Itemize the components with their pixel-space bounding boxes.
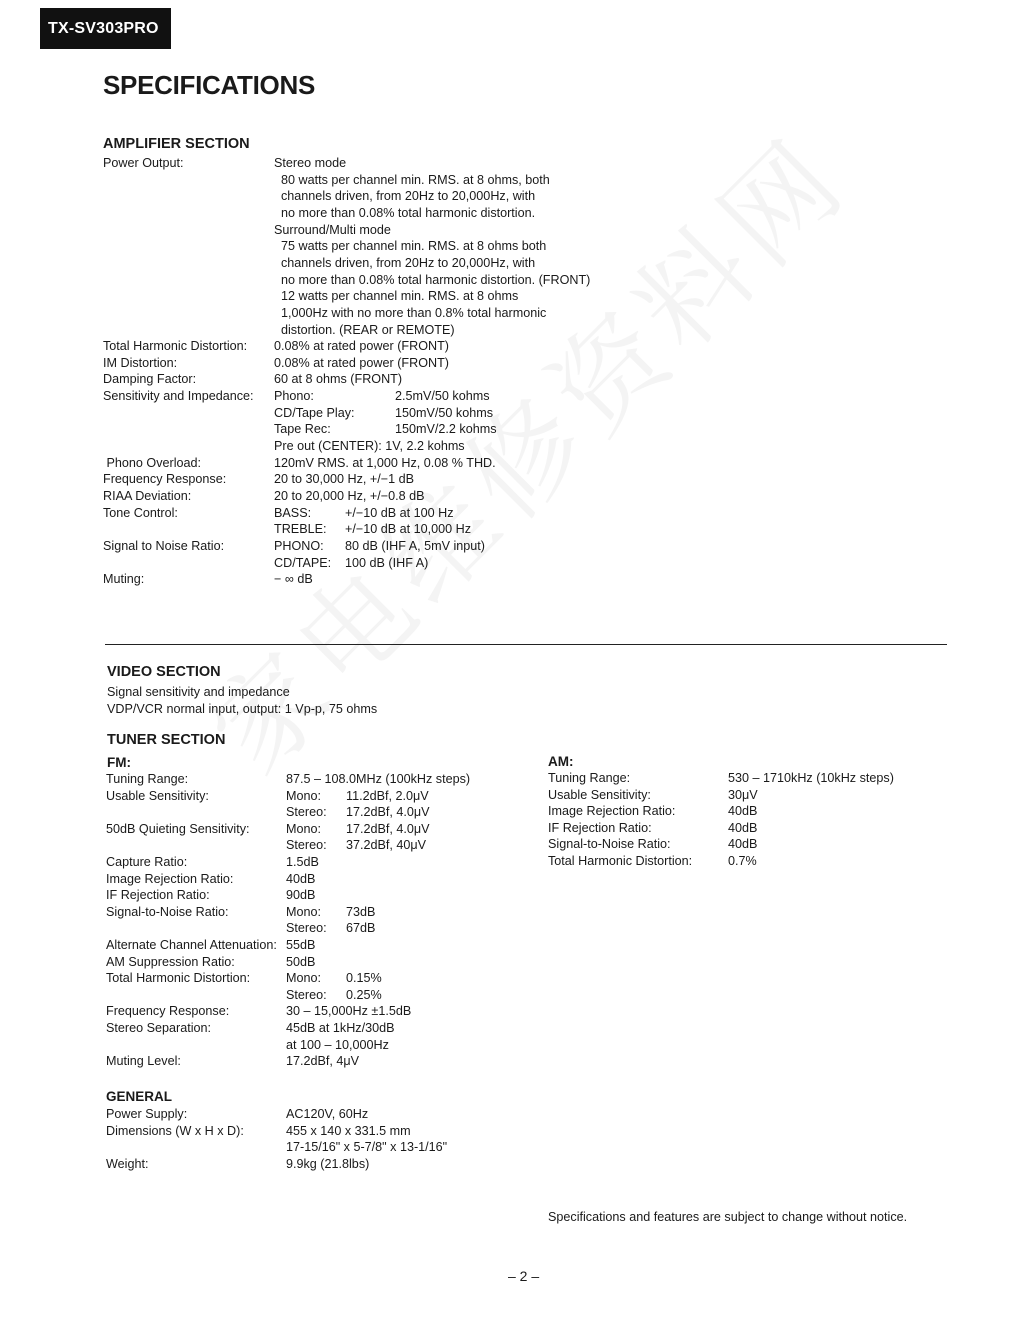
spec-value: no more than 0.08% total harmonic distortion. xyxy=(274,205,536,220)
spec-value: 530 – 1710kHz (10kHz steps) xyxy=(728,771,894,785)
spec-value-detail: 0.25% xyxy=(346,987,382,1002)
spec-label: Damping Factor: xyxy=(103,372,197,387)
spec-label: Tuning Range: xyxy=(106,772,189,786)
spec-value-detail: 11.2dBf, 2.0μV xyxy=(346,788,429,803)
spec-value-detail: 150mV/50 kohms xyxy=(395,405,494,420)
spec-value: 50dB xyxy=(286,954,316,969)
spec-value: PHONO: xyxy=(274,538,324,553)
spec-value: 17.2dBf, 4μV xyxy=(286,1054,360,1069)
spec-label: Total Harmonic Distortion: xyxy=(548,854,693,868)
spec-value-detail: 100 dB (IHF A) xyxy=(345,555,429,570)
spec-value: 12 watts per channel min. RMS. at 8 ohms xyxy=(274,289,519,304)
spec-label: Signal-to-Noise Ratio: xyxy=(106,904,229,919)
spec-label: Usable Sensitivity: xyxy=(548,787,651,802)
video-line: VDP/VCR normal input, output: 1 Vp-p, 75 ohms xyxy=(107,702,378,716)
spec-label: IM Distortion: xyxy=(103,355,178,370)
spec-value: − ∞ dB xyxy=(274,572,313,587)
spec-label: Alternate Channel Attenuation: xyxy=(106,938,277,952)
spec-value-detail: 17.2dBf, 4.0μV xyxy=(346,805,430,820)
spec-value: Stereo: xyxy=(286,921,327,936)
spec-value: 120mV RMS. at 1,000 Hz, 0.08 % THD. xyxy=(274,455,496,470)
spec-value: Surround/Multi mode xyxy=(274,222,391,237)
spec-value: TREBLE: xyxy=(274,522,327,537)
spec-value-detail: 150mV/2.2 kohms xyxy=(395,422,497,437)
spec-value: 1.5dB xyxy=(286,855,319,869)
spec-value: Stereo: xyxy=(286,805,327,820)
spec-label: Weight: xyxy=(106,1156,149,1171)
video-heading: VIDEO SECTION xyxy=(107,664,221,680)
page-number: – 2 – xyxy=(508,1268,540,1284)
spec-value: Mono: xyxy=(286,788,322,803)
spec-value: Mono: xyxy=(286,821,322,836)
spec-label: Signal to Noise Ratio: xyxy=(103,538,225,553)
spec-value-detail: 0.15% xyxy=(346,971,382,986)
spec-label: Frequency Response: xyxy=(103,472,227,487)
spec-label: Phono Overload: xyxy=(103,455,202,470)
spec-value: AC120V, 60Hz xyxy=(286,1107,369,1121)
spec-label: Total Harmonic Distortion: xyxy=(106,971,251,986)
spec-value-detail: +/−10 dB at 10,000 Hz xyxy=(345,522,472,537)
spec-value-detail: 67dB xyxy=(346,921,376,936)
spec-value: distortion. (REAR or REMOTE) xyxy=(274,322,455,337)
spec-value: 60 at 8 ohms (FRONT) xyxy=(274,372,403,387)
spec-value: 0.7% xyxy=(728,854,757,868)
spec-value: 17-15/16" x 5-7/8" x 13-1/16" xyxy=(286,1140,448,1155)
spec-value: Mono: xyxy=(286,971,322,986)
spec-value: CD/TAPE: xyxy=(274,555,332,570)
model-tag: TX-SV303PRO xyxy=(40,8,171,49)
spec-label: Capture Ratio: xyxy=(106,855,188,869)
page-title: SPECIFICATIONS xyxy=(103,70,316,100)
spec-value: channels driven, from 20Hz to 20,000Hz, with xyxy=(274,189,536,204)
spec-label: Signal-to-Noise Ratio: xyxy=(548,837,671,852)
spec-value-detail: +/−10 dB at 100 Hz xyxy=(345,505,454,520)
spec-value-detail: 80 dB (IHF A, 5mV input) xyxy=(345,538,485,553)
spec-value: 30 – 15,000Hz ±1.5dB xyxy=(286,1004,412,1019)
spec-value: Pre out (CENTER): 1V, 2.2 kohms xyxy=(274,439,465,454)
spec-value: at 100 – 10,000Hz xyxy=(286,1037,389,1052)
spec-label: IF Rejection Ratio: xyxy=(106,888,210,903)
spec-value: 40dB xyxy=(728,804,758,819)
spec-value: 0.08% at rated power (FRONT) xyxy=(274,339,449,354)
spec-label: Stereo Separation: xyxy=(106,1021,212,1035)
tuner-heading: TUNER SECTION xyxy=(107,732,226,748)
spec-value: 75 watts per channel min. RMS. at 8 ohms both xyxy=(274,239,547,254)
spec-label: Usable Sensitivity: xyxy=(106,788,209,803)
spec-label: Tuning Range: xyxy=(548,771,631,785)
spec-label: Image Rejection Ratio: xyxy=(548,804,676,819)
spec-label: Image Rejection Ratio: xyxy=(106,871,234,886)
video-line: Signal sensitivity and impedance xyxy=(107,685,290,699)
spec-value: CD/Tape Play: xyxy=(274,405,355,420)
spec-value: 90dB xyxy=(286,888,316,903)
spec-value: 9.9kg (21.8lbs) xyxy=(286,1156,370,1171)
spec-value: 455 x 140 x 331.5 mm xyxy=(286,1123,411,1138)
fm-heading: FM: xyxy=(107,755,131,770)
spec-label: Sensitivity and Impedance: xyxy=(103,389,254,404)
spec-label: AM Suppression Ratio: xyxy=(106,954,235,969)
spec-value: 40dB xyxy=(728,820,758,835)
spec-value: Mono: xyxy=(286,904,322,919)
spec-label: Muting Level: xyxy=(106,1054,181,1069)
spec-value: 20 to 30,000 Hz, +/−1 dB xyxy=(274,472,415,487)
spec-label: 50dB Quieting Sensitivity: xyxy=(106,821,250,836)
spec-value: 40dB xyxy=(728,837,758,852)
disclaimer-note: Specifications and features are subject to change without notice. xyxy=(548,1210,908,1224)
spec-value: 30μV xyxy=(728,787,758,802)
spec-label: Tone Control: xyxy=(103,505,178,520)
spec-value: 40dB xyxy=(286,871,316,886)
spec-label: Total Harmonic Distortion: xyxy=(103,339,248,354)
general-heading: GENERAL xyxy=(106,1089,173,1104)
amplifier-heading: AMPLIFIER SECTION xyxy=(103,136,250,152)
spec-value-detail: 73dB xyxy=(346,904,376,919)
spec-label: Frequency Response: xyxy=(106,1004,230,1019)
spec-value: Stereo mode xyxy=(274,156,347,170)
spec-label: IF Rejection Ratio: xyxy=(548,820,652,835)
spec-value: no more than 0.08% total harmonic distortion. (FRONT) xyxy=(274,272,591,287)
spec-value: BASS: xyxy=(274,505,312,520)
spec-value: 0.08% at rated power (FRONT) xyxy=(274,355,449,370)
spec-value: 20 to 20,000 Hz, +/−0.8 dB xyxy=(274,489,425,503)
spec-value: 87.5 – 108.0MHz (100kHz steps) xyxy=(286,772,471,786)
spec-label: RIAA Deviation: xyxy=(103,489,192,503)
spec-value-detail: 2.5mV/50 kohms xyxy=(395,389,490,404)
spec-label: Muting: xyxy=(103,572,145,587)
spec-value: Tape Rec: xyxy=(274,422,331,437)
spec-label: Power Supply: xyxy=(106,1107,188,1121)
spec-label: Dimensions (W x H x D): xyxy=(106,1123,244,1138)
spec-value: Stereo: xyxy=(286,838,327,853)
spec-value: 80 watts per channel min. RMS. at 8 ohms, both xyxy=(274,172,550,187)
spec-value: 1,000Hz with no more than 0.8% total harmonic xyxy=(274,305,547,320)
spec-value-detail: 17.2dBf, 4.0μV xyxy=(346,821,430,836)
spec-value: Phono: xyxy=(274,389,314,404)
section-divider xyxy=(105,644,947,645)
spec-value: 45dB at 1kHz/30dB xyxy=(286,1021,395,1035)
spec-label: Power Output: xyxy=(103,156,184,170)
spec-value: Stereo: xyxy=(286,987,327,1002)
spec-value-detail: 37.2dBf, 40μV xyxy=(346,838,427,853)
spec-value: 55dB xyxy=(286,938,316,952)
am-heading: AM: xyxy=(548,754,574,769)
spec-value: channels driven, from 20Hz to 20,000Hz, with xyxy=(274,255,536,270)
